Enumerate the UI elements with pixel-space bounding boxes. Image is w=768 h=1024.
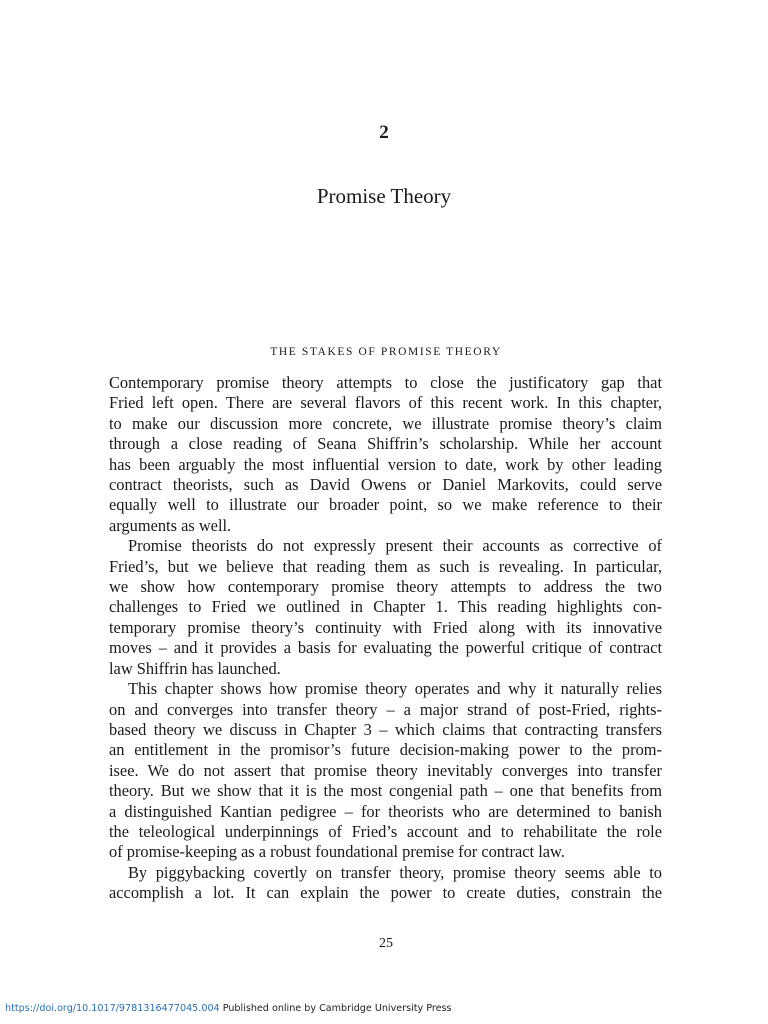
page-number: 25: [379, 936, 393, 951]
text-line: through a close reading of Seana Shiffrin’s scholarship. While her account: [109, 434, 662, 454]
text-line: By piggybacking covertly on transfer theory, promise theory seems able to: [128, 862, 662, 882]
text-line: temporary promise theory’s continuity with Fried along with its innovative: [109, 617, 662, 637]
text-line: an entitlement in the promisor’s future decision-making power to the prom-: [109, 740, 662, 760]
section-heading: THE STAKES OF PROMISE THEORY: [270, 346, 502, 358]
paragraph: [109, 373, 662, 536]
text-line: isee. We do not assert that promise theory inevitably converges into transfer: [109, 760, 662, 780]
text-line: moves – and it provides a basis for evaluating the powerful critique of contract: [109, 638, 662, 658]
text-line: to make our discussion more concrete, we illustrate promise theory’s claim: [109, 413, 662, 433]
published-online-text: Published online by Cambridge University Press: [219, 1003, 452, 1014]
text-line: equally well to illustrate our broader point, so we make reference to their: [109, 495, 662, 515]
text-line: challenges to Fried we outlined in Chapter 1. This reading highlights con-: [109, 597, 662, 617]
text-line: Fried left open. There are several flavors of this recent work. In this chapter,: [109, 393, 662, 413]
text-line: the teleological underpinnings of Fried’s account and to rehabilitate the role: [109, 821, 662, 841]
paragraph: [109, 536, 662, 679]
text-line: accomplish a lot. It can explain the power to create duties, constrain the: [109, 883, 662, 903]
text-line: of promise-keeping as a robust foundational premise for contract law.: [109, 842, 565, 862]
text-line: theory. But we show that it is the most congenial path – one that benefits from: [109, 781, 662, 801]
text-line: contract theorists, such as David Owens or Daniel Markovits, could serve: [109, 475, 662, 495]
paragraph: [109, 863, 662, 904]
text-line: a distinguished Kantian pedigree – for theorists who are determined to banish: [109, 801, 662, 821]
footer: [5, 1003, 452, 1014]
text-line: Contemporary promise theory attempts to close the justificatory gap that: [109, 373, 662, 392]
chapter-number: 2: [379, 122, 389, 143]
text-line: This chapter shows how promise theory operates and why it naturally relies: [128, 679, 662, 699]
text-line: Promise theorists do not expressly present their accounts as corrective of: [128, 536, 662, 556]
doi-link[interactable]: https://doi.org/10.1017/9781316477045.004: [5, 1003, 220, 1014]
text-line: based theory we discuss in Chapter 3 – which claims that contracting transfers: [109, 719, 662, 739]
body-text: [109, 373, 662, 904]
text-line: law Shiffrin has launched.: [109, 658, 281, 678]
chapter-title: Promise Theory: [316, 184, 452, 208]
text-line: Fried’s, but we believe that reading them as such is revealing. In particular,: [109, 556, 662, 576]
text-line: has been arguably the most influential version to date, work by other leading: [109, 454, 662, 474]
text-line: arguments as well.: [109, 515, 232, 535]
text-line: on and converges into transfer theory – a major strand of post-Fried, rights-: [109, 699, 662, 719]
paragraph: [109, 679, 662, 863]
text-line: we show how contemporary promise theory attempts to address the two: [109, 577, 662, 597]
